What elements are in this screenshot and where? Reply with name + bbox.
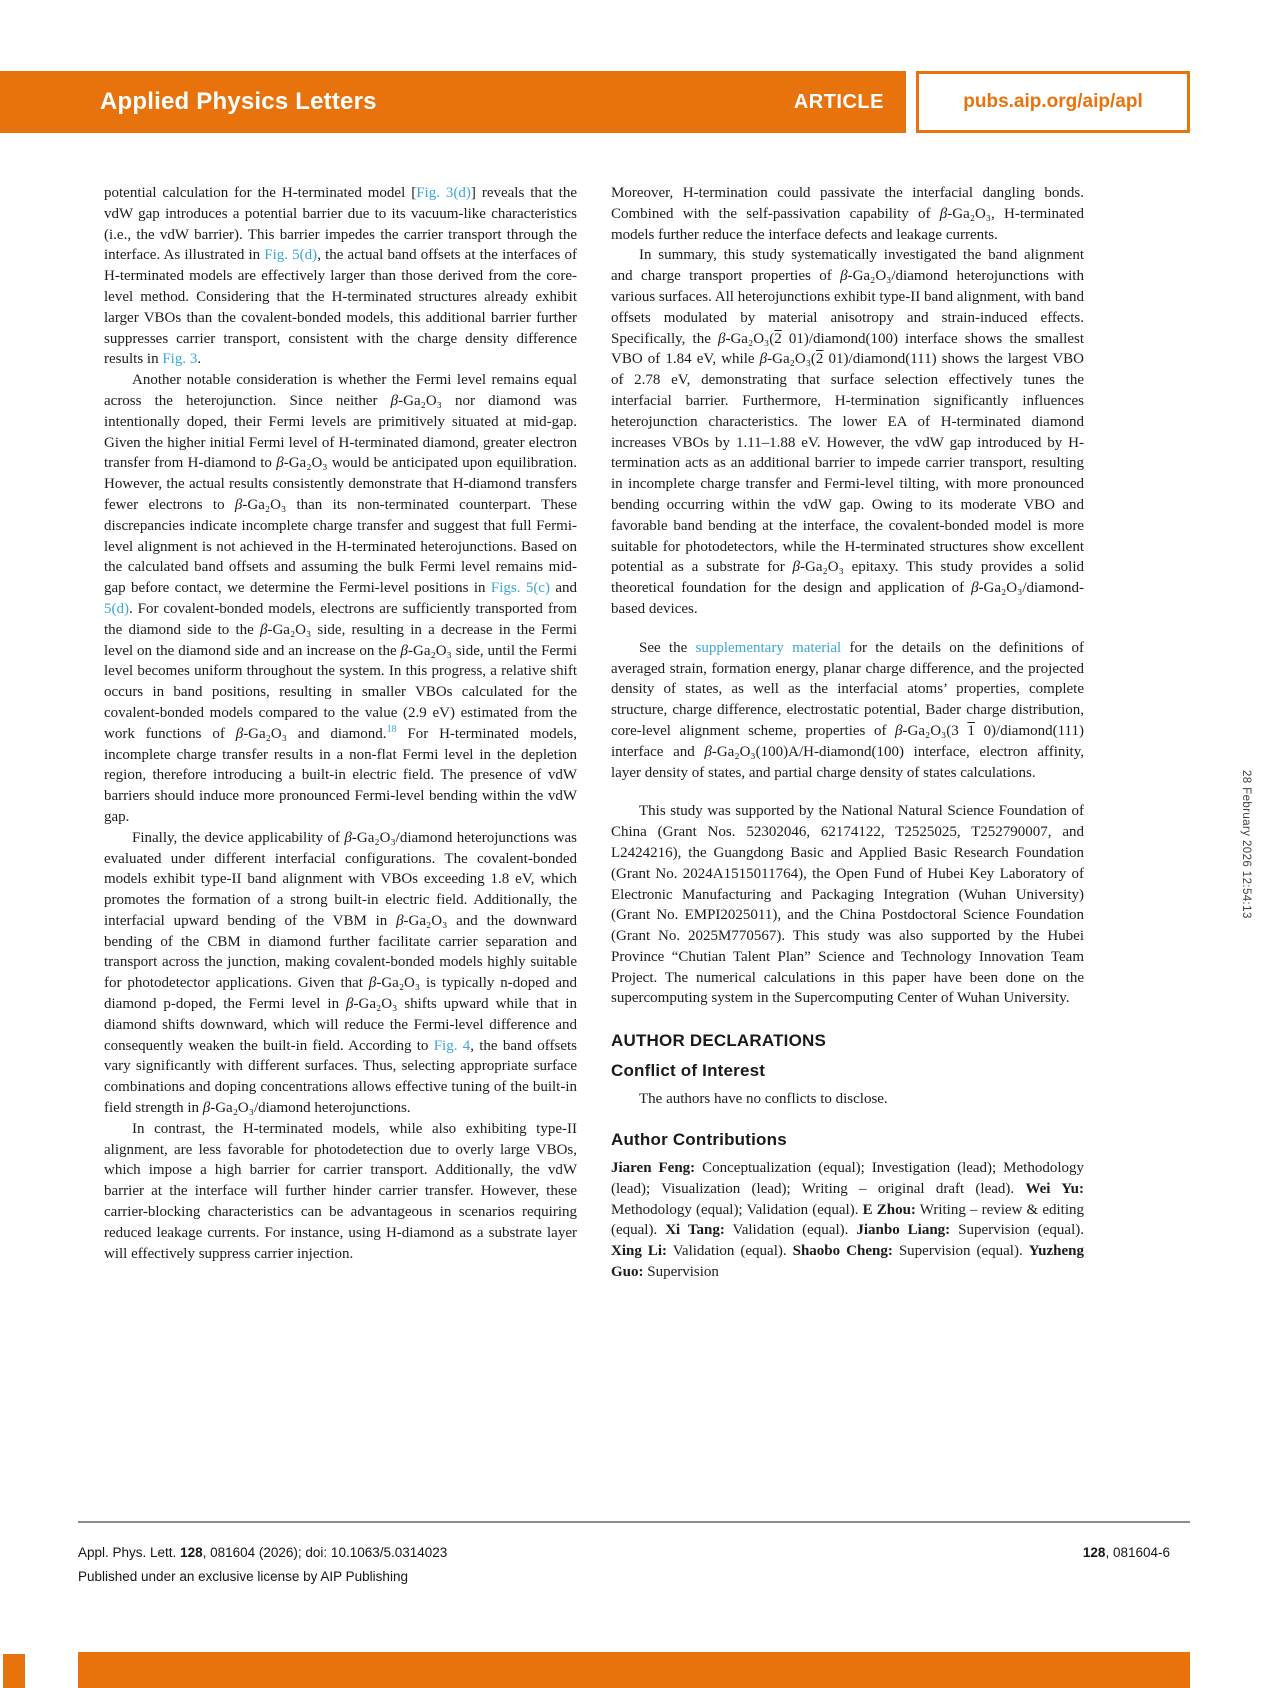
text-run: -Ga₂O₃(100)A/H-diamond(100) interface, electron affinity, layer density of states, and partial charge density of states calculations. [611,743,1084,781]
text-column-left [104,183,577,1264]
paragraph [104,828,577,1119]
text-run: β [390,392,399,409]
text-run: β [840,268,848,285]
text-run: -Ga₂O₃( [767,351,816,368]
text-run: Methodology (equal); Validation (equal). [611,1201,863,1218]
header-bar [0,71,906,133]
citation-link[interactable]: Fig. 3 [162,351,198,368]
citation-link[interactable]: Fig. 4 [433,1037,471,1054]
text-run: , the band offsets vary significantly with different surfaces. Thus, selecting appropriate surface combinations and doping concentrations allows effective tuning of the built-in field strength in [104,1037,577,1117]
text-run: 128 [1082,1545,1106,1560]
text-run: Validation (equal). [667,1243,793,1260]
text-run: Supervision [643,1264,719,1281]
text-run: β [235,725,244,742]
text-run: In summary, this study systematically investigated the band alignment and charge transport properties of [611,247,1084,285]
text-run: Finally, the device applicability of [132,829,345,846]
text-run: β [759,351,768,368]
text-run: Appl. Phys. Lett. [78,1545,181,1560]
text-run: -Ga₂O₃ epitaxy. This study provides a solid theoretical foundation for the design and application of [611,559,1084,597]
text-run: Xing Li: [611,1243,668,1260]
text-run: Wei Yu: [1025,1180,1085,1197]
text-run: -Ga₂O₃ and diamond. [243,725,387,742]
paragraph [611,183,1084,245]
text-run: -Ga₂O₃ is typically n-doped and diamond p-doped, the Fermi level in [104,975,578,1013]
paragraph [611,801,1084,1009]
text-run: Author Contributions [611,1130,787,1150]
text-run: , 081604-6 [1105,1545,1170,1560]
text-run: 2 [774,330,782,347]
text-run: β [704,743,712,760]
paragraph [611,245,1084,619]
text-run: β [234,496,243,513]
text-run: β [202,1100,211,1117]
citation-link[interactable]: 18 [386,723,397,735]
text-run: Jianbo Liang: [856,1222,951,1239]
text-run: -Ga₂O₃/diamond heterojunctions with various surfaces. All heterojunctions exhibit type-II band alignment, with band offsets modulated by material anisotropy and strain-induced effects. Specifically, the [611,268,1084,347]
text-run: -Ga₂O₃( [725,330,775,347]
text-run: Moreover, H-termination could passivate the interfacial dangling bonds. Combined with the self-passivation capability of [611,185,1084,222]
text-run: 2 [815,351,824,368]
bottom-left-corner-mark [3,1654,25,1688]
text-run: , 081604 (2026); doi: 10.1063/5.0314023 [202,1545,448,1560]
section-heading [611,1130,1084,1150]
text-run: Jiaren Feng: [611,1160,696,1177]
text-run: Another notable consideration is whether the Fermi level remains equal across the heterojunction. Since neither [104,372,577,409]
citation-link[interactable]: supplementary material [695,639,842,656]
text-run: 1 [967,722,975,739]
text-run: β [259,621,268,638]
text-run: For H-terminated models, incomplete charge transfer results in a non-flat Fermi level in the depletion region, therefore introducing a built-in electric field. The presence of vdW barriers should induce more pronounced Fermi-level bending within the vdW gap. [104,725,577,825]
paragraph [611,1158,1084,1283]
footer-page-number [1083,1545,1170,1560]
text-run: -Ga₂O₃/diamond heterojunctions was evaluated under different interfacial configurations. The covalent-bonded models exhibit type-II band alignment with VBOs exceeding 1.8 eV, which promotes the formation of a strong built-in electric field. Additionally, the interfacial upward bending of the VBM in [104,829,578,929]
text-run: -Ga₂O₃(3 [902,722,968,739]
text-run: , the actual band offsets at the interfaces of H-terminated models are effectively larger than those derived from the core-level method. Considering that the H-terminated structures already exhibit larger VBOs than the covalent-bonded models, this additional barrier further suppresses carrier transport, consistent with the charge density difference results in [104,247,578,368]
text-run: -Ga₂O₃ shifts upward while that in diamond shifts downward, which will reduce the Fermi-level difference and consequently weaken the built-in field. According to [104,996,577,1054]
footer-citation-block [78,1545,447,1584]
text-run: β [368,975,377,992]
text-run: -Ga₂O₃ would be anticipated upon equilibration. However, the actual results consistently demonstrate that H-diamond transfers fewer electrons to [104,455,577,513]
text-run: β [396,912,404,929]
text-run: β [400,642,408,659]
journal-url-link[interactable]: pubs.aip.org/aip/apl [963,91,1143,112]
text-run: 128 [180,1545,203,1560]
text-run: -Ga₂O₃ side, resulting in a decrease in the Fermi level on the diamond side and an increase on the [104,621,577,659]
text-run: . For covalent-bonded models, electrons are sufficiently transported from the diamond side to the [104,600,577,638]
text-run: -Ga₂O₃, H-terminated models further reduce the interface defects and leakage currents. [611,205,1084,243]
paragraph [611,638,1084,784]
text-run: -Ga₂O₃ than its non-terminated counterpart. These discrepancies indicate incomplete charge transfer and suggest that full Fermi-level alignment is not achieved in the H-terminated heterojunctions. Based on the calculated band offsets and assuming the bulk Fermi level remains mid-gap before contact, we determine the Fermi-level positions in [104,496,577,597]
text-run: β [346,996,354,1013]
section-heading [611,1061,1084,1081]
paragraph [611,1089,1084,1110]
text-run: Conceptualization (equal); Investigation (lead); Methodology (lead); Visualization (lead); Writing – original draft (lead). [611,1160,1084,1197]
text-run: In contrast, the H-terminated models, while also exhibiting type-II alignment, are less favorable for photodetection due to overly large VBOs, which impose a high barrier for carrier transport. Additionally, the vdW barrier at the interface will further hinder carrier transfer. However, these carrier-blocking characteristics can be advantageous in scenarios requiring reduced leakage currents. For instance, using H-diamond as a substrate layer will effectively suppress carrier injection. [104,1120,577,1262]
text-run: β [792,559,801,576]
text-run: Yuzheng Guo: [611,1243,1085,1281]
text-run: β [971,580,979,597]
text-run: -Ga₂O₃/diamond-based devices. [611,580,1084,617]
text-run: β [895,722,903,739]
citation-link[interactable]: Figs. 5(c) [490,580,550,597]
text-run: See the [639,639,696,656]
bottom-orange-bar [78,1652,1190,1688]
text-run: -Ga₂O₃/diamond heterojunctions. [210,1100,411,1117]
text-run: for the details on the definitions of averaged strain, formation energy, planar charge difference, and the projected density of states, as well as the interfacial atoms’ properties, complete structure, charge difference, electrostatic potential, Bader charge distribution, core-level alignment scheme, properties of [611,639,1085,739]
text-run: E Zhou: [862,1201,916,1218]
journal-url-box[interactable] [916,71,1190,133]
journal-title: Applied Physics Letters [100,88,377,115]
paragraph [104,183,577,370]
citation-link[interactable]: 5(d) [104,600,129,617]
text-run: Validation (equal). [724,1222,857,1239]
article-type-label: ARTICLE [793,90,884,113]
text-run: ] reveals that the vdW gap introduces a potential barrier due to its vacuum-like characteristics (i.e., the vdW barrier). This barrier impedes the carrier transport through the interface. As illustrated in [104,185,578,264]
citation-link[interactable]: Fig. 5(d) [264,247,318,264]
citation-line [78,1545,447,1560]
text-run: β [718,330,726,347]
citation-link[interactable]: Fig. 3(d) [416,185,471,201]
text-run: Supervision (equal). [892,1243,1029,1260]
text-run: β [939,205,948,222]
text-run: -Ga₂O₃ nor diamond was intentionally doped, their Fermi levels are primitively situated at mid-gap. Given the higher initial Fermi level of H-terminated diamond, greater electron transfer from H-diamond to [104,392,577,472]
text-run: -Ga₂O₃ and the downward bending of the CBM in diamond further facilitate carrier separation and transport across the junction, making covalent-bonded models highly suitable for photodetector applications. Given that [104,912,578,992]
text-run: 01)/diamond(111) shows the largest VBO of 2.78 eV, demonstrating that surface selection effectively tunes the interfacial barrier. Furthermore, H-termination significantly influences heterojunction characteristics. The lower EA of H-terminated diamond increases VBOs by 1.11–1.88 eV. However, the vdW gap introduced by H-termination acts as an additional barrier to impede carrier transport, resulting in incomplete charge transfer and Fermi-level tilting, with more pronounced bending occurring within the vdW gap. Owing to its moderate VBO and favorable band bending at the interface, the covalent-bonded model is more suitable for photodetectors, while the H-terminated structures show excellent potential as a substrate for [611,351,1084,576]
text-run: 01)/diamond(100) interface shows the smallest VBO of 1.84 eV, while [611,330,1084,368]
section-heading [611,1031,1084,1051]
text-run: and [549,580,577,597]
text-run: Shaobo Cheng: [792,1243,893,1260]
text-column-right [611,183,1084,1283]
text-run: AUTHOR DECLARATIONS [611,1031,827,1051]
text-run: -Ga₂O₃ side, until the Fermi level becomes uniform throughout the system. In this progress, a relative shift occurs in band positions, resulting in smaller VBOs calculated for the covalent-bonded models compared to the value (2.9 eV) estimated from the work functions of [104,642,577,742]
text-run: Supervision (equal). [950,1222,1084,1239]
download-timestamp: 28 February 2026 12:54:13 [1240,770,1252,919]
paragraph [104,1119,577,1265]
text-run: . [197,351,202,368]
text-run: β [344,829,352,846]
text-run: Writing – review & editing (equal). [611,1201,1085,1239]
footer-divider [78,1521,1190,1523]
text-run: Conflict of Interest [611,1061,766,1081]
text-run: The authors have no conflicts to disclose. [639,1091,888,1108]
text-run: Xi Tang: [665,1222,725,1239]
text-run: 0)/diamond(111) interface and [611,722,1084,760]
paragraph [104,370,577,828]
license-line: Published under an exclusive license by AIP Publishing [78,1569,408,1584]
text-run: This study was supported by the National Natural Science Foundation of China (Grant Nos. 52302046, 62174122, T2525025, T252790007, and L2424216), the Guangdong Basic and Applied Basic Research Foundation (Grant No. 2024A1515011764), the Open Fund of Hubei Key Laboratory of Electronic Manufacturing and Packaging Integration (Wuhan University) (Grant No. EMPI2025011), and the China Postdoctoral Science Foundation (Grant No. 2025M770567). This study was also supported by the Hubei Province “Chutian Talent Plan” Science and Technology Innovation Team Project. The numerical calculations in this paper have been done on the supercomputing system in the Supercomputing Center of Wuhan University. [611,803,1084,1007]
text-run: β [276,455,284,472]
text-run: potential calculation for the H-terminated model [ [104,185,417,201]
